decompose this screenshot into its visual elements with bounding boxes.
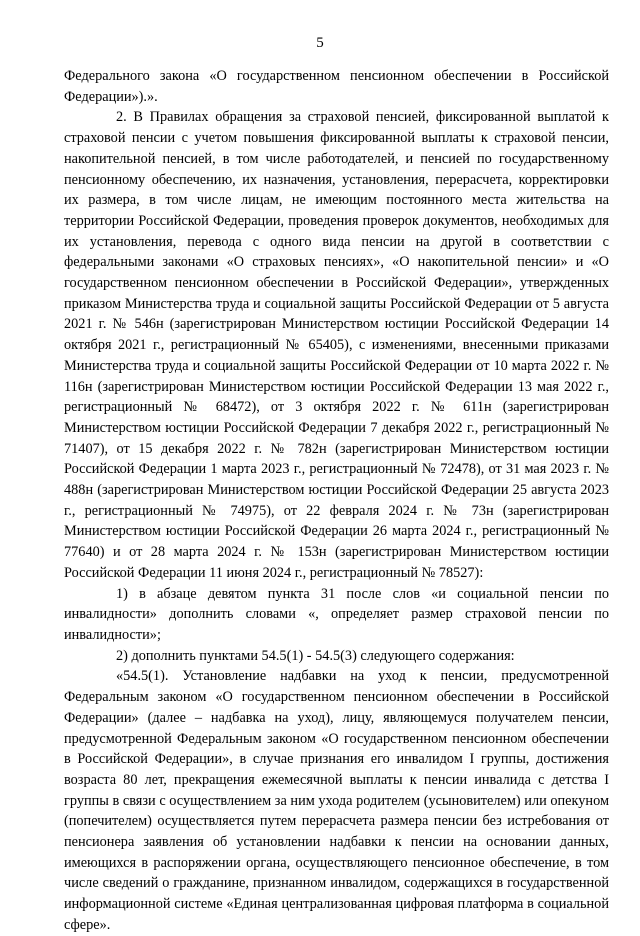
paragraph-54-5-1: «54.5(1). Установление надбавки на уход к пенсии, предусмотренной Федеральным законом «О государственном пенсионном обеспечении в Российской Федерации» (далее – надбавка на уход), лицу, являющемуся получателем пенсии, предусмотренной Федеральным законом «О государственном пенсионном обеспечении в Российской Федерации», в случае признания его инвалидом I группы, достижения возраста 80 лет, прекращения ежемесячной выплаты к пенсии инвалида с детства I группы в связи с осуществлением за ним ухода родителем (усыновителем) или опекуном (попечителем) осуществляется путем перерасчета размера пенсии без истребования от пенсионера заявления об установлении надбавки к пенсии на основании данных, имеющихся в распоряжении органа, осуществляющего пенсионное обеспечение, в том числе сведений о гражданине, признанном инвалидом, содержащихся в государственной информационной системе «Единая централизованная цифровая платформа в социальной сфере». [64, 668, 609, 933]
paragraph-subitem-1: 1) в абзаце девятом пункта 31 после слов «и социальной пенсии по инвалидности» дополнить словами «, определяет размер страховой пенсии по инвалидности»; [64, 585, 609, 643]
page-number: 5 [316, 35, 324, 51]
paragraph-law-reference-end: Федерального закона «О государственном пенсионном обеспечении в Российской Федерации»).». [64, 68, 609, 105]
document-body [64, 66, 609, 936]
paragraph-subitem-2: 2) дополнить пунктами 54.5(1) - 54.5(3) следующего содержания: [116, 647, 515, 664]
paragraph-item-2-rules: 2. В Правилах обращения за страховой пенсией, фиксированной выплатой к страховой пенсии с учетом повышения фиксированной выплаты к страховой пенсии, накопительной пенсией, в том числе работодателей, и пенсией по государственному пенсионному обеспечению, их назначения, установления, перерасчета, корректировки их размера, в том числе лицам, не имеющим постоянного места жительства на территории Российской Федерации, проведения проверок документов, необходимых для их установления, перевода с одного вида пенсии на другой в соответствии с федеральными законами «О страховых пенсиях», «О накопительной пенсии» и «О государственном пенсионном обеспечении в Российской Федерации», утвержденных приказом Министерства труда и социальной защиты Российской Федерации от 5 августа 2021 г. № 546н (зарегистрирован Министерством юстиции Российской Федерации 14 октября 2021 г., регистрационный № 65405), с изменениями, внесенными приказами Министерства труда и социальной защиты Российской Федерации от 10 марта 2022 г. № 116н (зарегистрирован Министерством юстиции Российской Федерации 13 мая 2022 г., регистрационный № 68472), от 3 октября 2022 г. № 611н (зарегистрирован Министерством юстиции Российской Федерации 7 декабря 2022 г., регистрационный № 71407), от 15 декабря 2022 г. № 782н (зарегистрирован Министерством юстиции Российской Федерации 1 марта 2023 г., регистрационный № 72478), от 31 мая 2023 г. № 488н (зарегистрирован Министерством юстиции Российской Федерации 25 августа 2023 г., регистрационный № 74975), от 22 февраля 2024 г. № 73н (зарегистрирован Министерством юстиции Российской Федерации 26 марта 2024 г., регистрационный № 77640) и от 28 марта 2024 г. № 153н (зарегистрирован Министерством юстиции Российской Федерации 11 июня 2024 г., регистрационный № 78527): [64, 109, 609, 581]
